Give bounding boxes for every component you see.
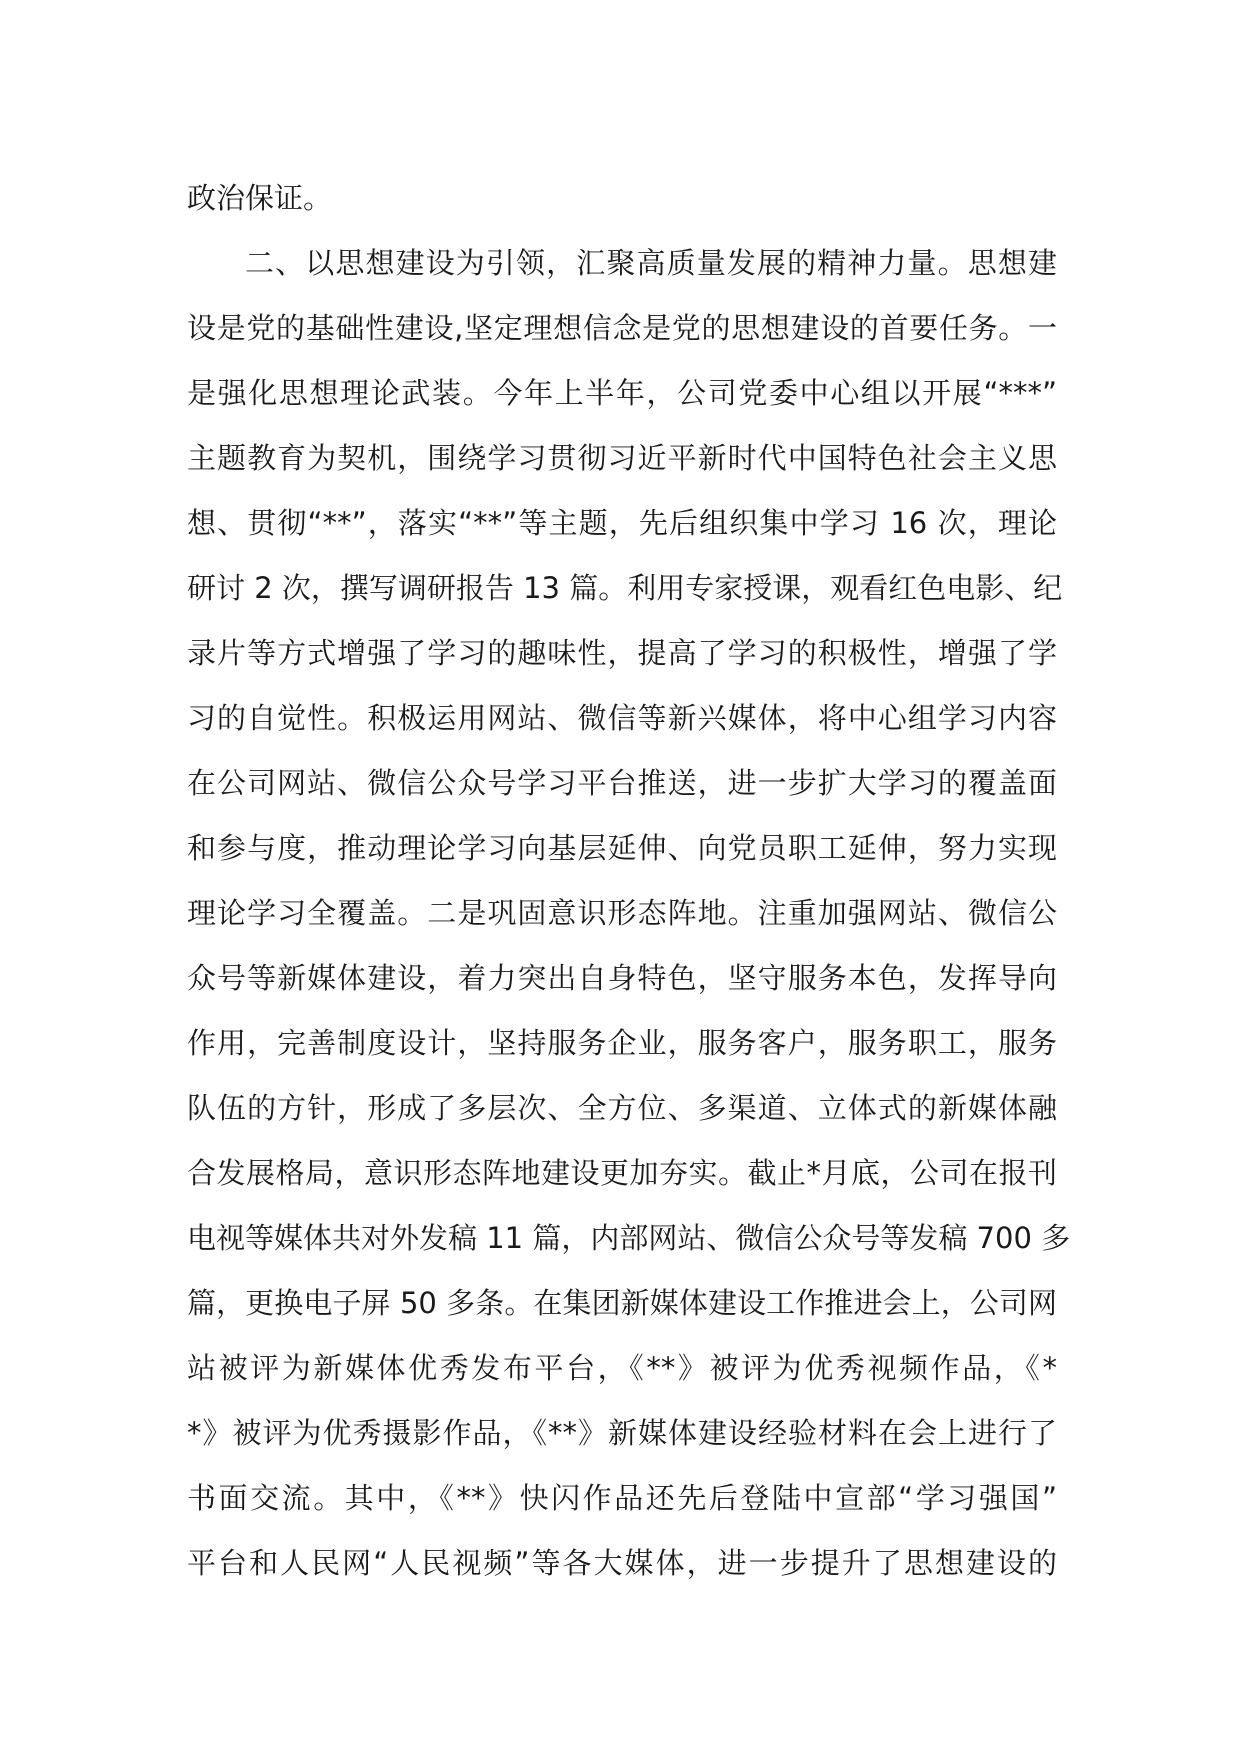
body-text: [187, 166, 1071, 1596]
paragraph-line: 政治保证。: [187, 181, 333, 215]
paragraph-line: 设是党的基础性建设,坚定理想信念是党的思想建设的首要任务。一: [187, 311, 1057, 345]
paragraph-line: 电视等媒体共对外发稿 11 篇，内部网站、微信公众号等发稿 700 多: [187, 1221, 1071, 1255]
paragraph-line: 众号等新媒体建设，着力突出自身特色，坚守服务本色，发挥导向: [187, 961, 1057, 995]
paragraph-line: *》被评为优秀摄影作品，《**》新媒体建设经验材料在会上进行了: [187, 1416, 1057, 1450]
paragraph-line: 是强化思想理论武装。今年上半年，公司党委中心组以开展“***”: [187, 376, 1057, 410]
paragraph-line: 队伍的方针，形成了多层次、全方位、多渠道、立体式的新媒体融: [187, 1091, 1057, 1125]
paragraph-line: 合发展格局，意识形态阵地建设更加夯实。截止*月底，公司在报刊: [187, 1156, 1057, 1190]
paragraph-line: 录片等方式增强了学习的趣味性，提高了学习的积极性，增强了学: [187, 636, 1057, 670]
paragraph-line: 理论学习全覆盖。二是巩固意识形态阵地。注重加强网站、微信公: [187, 896, 1057, 930]
paragraph-line: 在公司网站、微信公众号学习平台推送，进一步扩大学习的覆盖面: [187, 766, 1057, 800]
paragraph-line: 习的自觉性。积极运用网站、微信等新兴媒体，将中心组学习内容: [187, 701, 1057, 735]
paragraph-line: 作用，完善制度设计，坚持服务企业，服务客户，服务职工，服务: [187, 1026, 1057, 1060]
paragraph-heading-line: 二、以思想建设为引领，汇聚高质量发展的精神力量。思想建: [245, 246, 1057, 280]
paragraph-line: 研讨 2 次，撰写调研报告 13 篇。利用专家授课，观看红色电影、纪: [187, 571, 1063, 605]
paragraph-line: 书面交流。其中，《**》快闪作品还先后登陆中宣部“学习强国”: [187, 1481, 1057, 1515]
paragraph-line: 和参与度，推动理论学习向基层延伸、向党员职工延伸，努力实现: [187, 831, 1057, 865]
paragraph-line: 主题教育为契机，围绕学习贯彻习近平新时代中国特色社会主义思: [187, 441, 1057, 475]
paragraph-line: 站被评为新媒体优秀发布平台，《**》被评为优秀视频作品，《*: [187, 1351, 1057, 1385]
paragraph-line: 平台和人民网“人民视频”等各大媒体，进一步提升了思想建设的: [187, 1546, 1057, 1580]
paragraph-line: 篇，更换电子屏 50 多条。在集团新媒体建设工作推进会上，公司网: [187, 1286, 1057, 1320]
paragraph-line: 想、贯彻“**”，落实“**”等主题，先后组织集中学习 16 次，理论: [187, 506, 1057, 540]
